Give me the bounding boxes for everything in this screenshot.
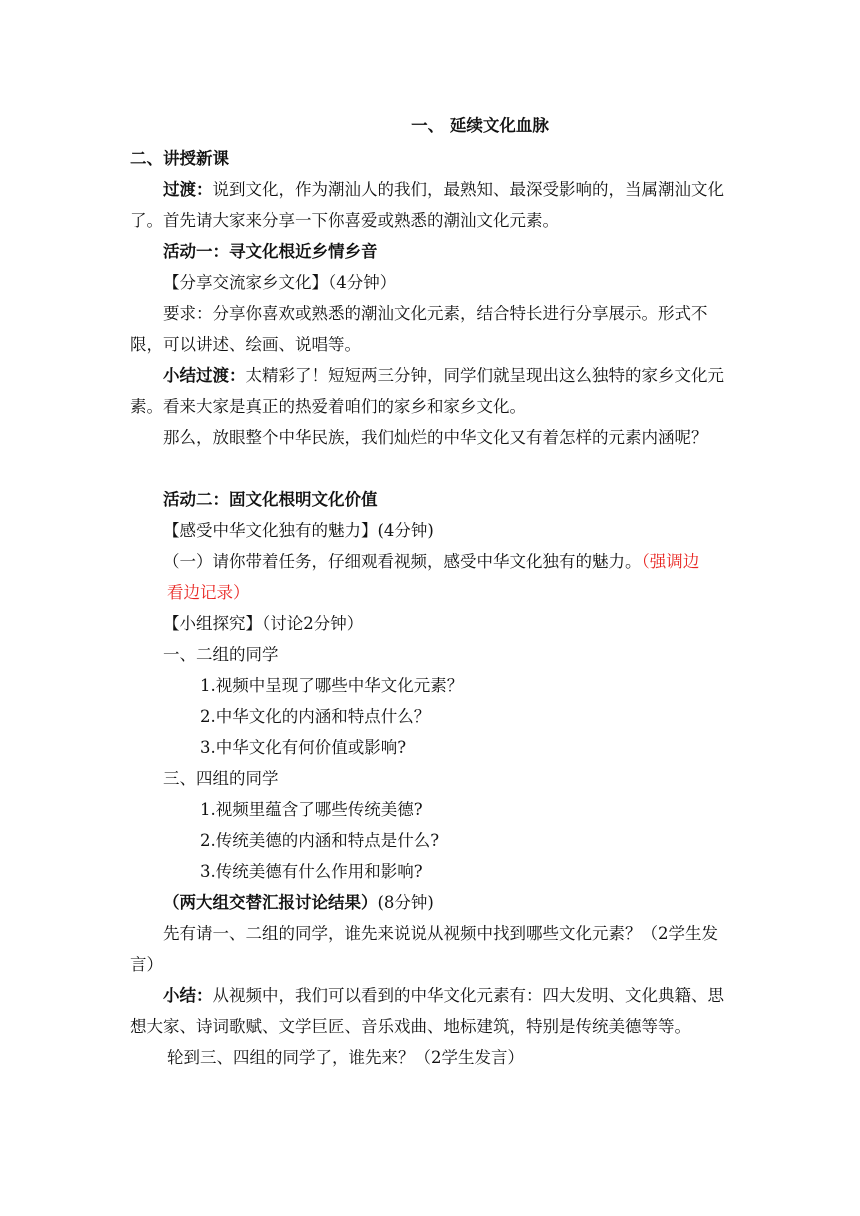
next-turn: 轮到三、四组的同学了，谁先来？（2学生发言） <box>167 1048 524 1067</box>
activity1-heading: 活动一：寻文化根近乡情乡音 <box>163 242 378 261</box>
activity2-summary-label: 小结： <box>163 986 213 1005</box>
transition-paragraph <box>130 174 734 236</box>
activity2-task-red-2: 看边记录） <box>167 583 250 602</box>
report-time: (8分钟) <box>377 893 434 912</box>
activity1-bracket: 【分享交流家乡文化】 <box>163 273 328 292</box>
activity2-task <box>130 546 734 608</box>
groups-a-label: 一、二组的同学 <box>163 645 279 664</box>
activity2-bracket: 【感受中华文化独有的魅力】 <box>163 521 378 540</box>
group-bracket-line <box>130 608 734 639</box>
question-item: 3.传统美德有什么作用和影响? <box>200 862 423 881</box>
activity1-summary <box>130 360 734 422</box>
first-ask: 先有请一、二组的同学，谁先来说说从视频中找到哪些文化元素？（2学生发言） <box>130 924 718 974</box>
activity1-requirement: 要求：分享你喜欢或熟悉的潮汕文化元素，结合特长进行分享展示。形式不限，可以讲述、绘画、说唱等。 <box>130 304 708 354</box>
blank-line <box>130 453 734 484</box>
report-line <box>130 887 734 918</box>
group-time: （讨论2分钟） <box>262 614 364 633</box>
report-heading: （两大组交替汇报讨论结果） <box>163 893 378 912</box>
activity2-summary <box>130 980 734 1042</box>
question-item: 2.中华文化的内涵和特点什么？ <box>200 707 431 726</box>
activity2-bracket-line <box>130 515 734 546</box>
section-title: 一、 延续文化血脉 <box>411 116 549 135</box>
activity1-summary-label: 小结过渡： <box>163 366 246 385</box>
groups-b-label: 三、四组的同学 <box>163 769 279 788</box>
question-item: 1.视频里蕴含了哪些传统美德? <box>200 800 423 819</box>
activity2-time: (4分钟) <box>377 521 434 540</box>
group-bracket: 【小组探究】 <box>163 614 262 633</box>
activity2-heading: 活动二：固文化根明文化价值 <box>163 490 378 509</box>
activity2-summary-text: 从视频中，我们可以看到的中华文化元素有：四大发明、文化典籍、思想大家、诗词歌赋、文学巨匠、音乐戏曲、地标建筑，特别是传统美德等等。 <box>130 986 724 1036</box>
activity1-bracket-line <box>130 267 734 298</box>
question-item: 1.视频中呈现了哪些中华文化元素？ <box>200 676 464 695</box>
question-item: 3.中华文化有何价值或影响? <box>200 738 407 757</box>
transition-label: 过渡： <box>163 180 213 199</box>
activity2-task-red-1: （强调边 <box>641 552 700 571</box>
document-body <box>130 110 734 1073</box>
activity1-summary-text: 太精彩了！短短两三分钟，同学们就呈现出这么独特的家乡文化元素。看来大家是真正的热爱着咱们的家乡和家乡文化。 <box>130 366 724 416</box>
question-item: 2.传统美德的内涵和特点是什么? <box>200 831 440 850</box>
activity1-time: （4分钟） <box>328 273 397 292</box>
transition-text: 说到文化，作为潮汕人的我们，最熟知、最深受影响的，当属潮汕文化了。首先请大家来分享一下你喜爱或熟悉的潮汕文化元素。 <box>130 180 724 230</box>
section-heading: 二、讲授新课 <box>130 149 229 168</box>
activity2-task-text: （一）请你带着任务，仔细观看视频，感受中华文化独有的魅力。 <box>163 552 642 571</box>
activity1-question: 那么，放眼整个中华民族，我们灿烂的中华文化又有着怎样的元素内涵呢？ <box>163 428 708 447</box>
